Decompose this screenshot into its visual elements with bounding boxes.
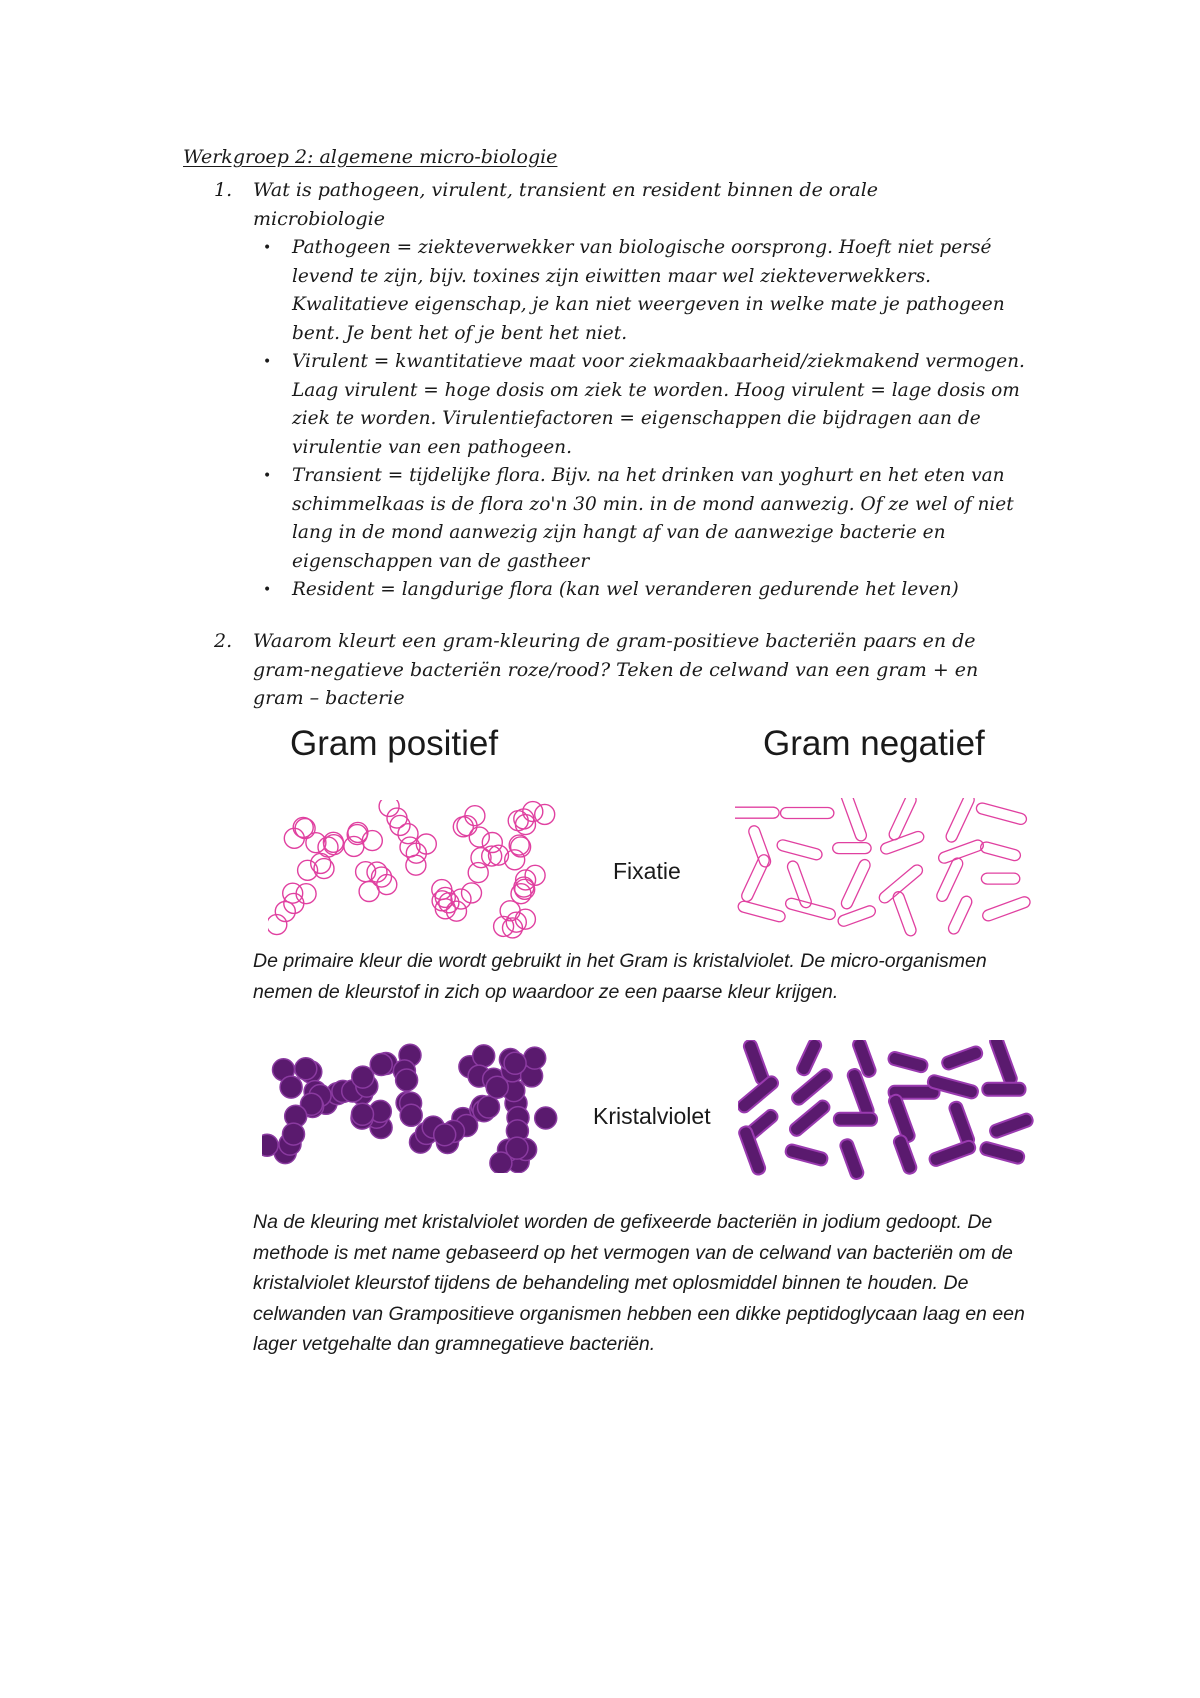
bacillus-cell bbox=[735, 807, 779, 818]
list-item bbox=[263, 234, 1027, 348]
coccus-cell bbox=[509, 835, 529, 855]
bacillus-cell bbox=[887, 1051, 929, 1074]
bullet-icon: • bbox=[263, 468, 272, 484]
bacillus-cell bbox=[877, 863, 925, 906]
bacillus-cell bbox=[975, 802, 1027, 826]
figure-title-gram-positief: Gram positief bbox=[290, 724, 499, 763]
bacillus-cell bbox=[979, 841, 1021, 862]
list-item-text: Transient = tijdelijke flora. Bijv. na het drinken van yoghurt en het eten van schimmelkaas is de flora zo'n 30 min. in de mond aanwezig. Of ze wel of niet lang in de mond aanwezig zijn hangt af van de aanwezige bacterie en eigenschappen van de gastheer bbox=[292, 465, 1014, 572]
list-item bbox=[263, 462, 1027, 576]
coccus-cell bbox=[377, 875, 397, 895]
list-item-text: Virulent = kwantitatieve maat voor ziekmaakbaarheid/ziekmakend vermogen. Laag virulent = hoge dosis om ziek te worden. Hoog virulent = lage dosis om ziek te worden. Virulentiefactoren = eigenschappen die bijdragen aan de virulentie van een pathogeen. bbox=[292, 351, 1025, 458]
gram-positive-kristalviolet-illustration bbox=[262, 1038, 572, 1173]
coccus-cell bbox=[280, 1076, 302, 1098]
paragraph-iodine-explanation: Na de kleuring met kristalviolet worden de gefixeerde bacteriën in jodium gedoopt. De methode is met name gebaseerd op het vermogen van de celwand van bacteriën om de kristalviolet kleurstof tijdens de behandeling met oplosmiddel binnen te houden. De celwanden van Grampositieve organismen hebben een dikke peptidoglycaan laag en een lager vetgehalte dan gramnegatieve bacteriën. bbox=[253, 1211, 1025, 1355]
bullet-list bbox=[263, 234, 1027, 605]
bacillus-cell bbox=[982, 1083, 1025, 1096]
bacillus-cell bbox=[740, 853, 771, 903]
bullet-icon: • bbox=[263, 354, 272, 370]
bacillus-cell bbox=[892, 890, 918, 937]
bacillus-cell bbox=[788, 1098, 832, 1138]
coccus-cell bbox=[396, 1069, 418, 1091]
bacillus-cell bbox=[833, 843, 871, 854]
question-number: 1. bbox=[214, 179, 233, 201]
label-fixatie: Fixatie bbox=[613, 858, 681, 884]
question-number: 2. bbox=[214, 630, 233, 652]
coccus-cell bbox=[359, 882, 379, 902]
paragraph-primary-stain: De primaire kleur die wordt gebruikt in het Gram is kristalviolet. De micro-organismen nemen de kleurstof in zich op waardoor ze een paarse kleur krijgen. bbox=[253, 950, 987, 1003]
coccus-cell bbox=[348, 822, 368, 842]
question-text: Wat is pathogeen, virulent, transient en resident binnen de orale microbiologie bbox=[253, 179, 879, 230]
coccus-cell bbox=[387, 808, 407, 828]
bacillus-cell bbox=[879, 830, 925, 856]
bacillus-cell bbox=[840, 858, 872, 911]
question-2 bbox=[214, 627, 1023, 713]
coccus-cell bbox=[406, 855, 426, 875]
coccus-cell bbox=[352, 1066, 374, 1088]
figure-title-gram-negatief: Gram negatief bbox=[763, 724, 985, 763]
bacillus-cell bbox=[834, 1113, 877, 1126]
bacillus-cell bbox=[928, 1139, 977, 1167]
bacillus-cell bbox=[781, 808, 834, 819]
bacillus-cell bbox=[940, 1045, 983, 1071]
coccus-cell bbox=[295, 1058, 317, 1080]
bacillus-cell bbox=[937, 838, 985, 864]
label-kristalviolet: Kristalviolet bbox=[593, 1103, 711, 1129]
page-title: Werkgroep 2: algemene micro-biologie bbox=[183, 146, 558, 168]
coccus-cell bbox=[478, 1096, 500, 1118]
coccus-cell bbox=[344, 836, 364, 856]
bacillus-cell bbox=[790, 1067, 835, 1107]
coccus-cell bbox=[504, 1052, 526, 1074]
question-text: Waarom kleurt een gram-kleuring de gram-positieve bacteriën paars en de gram-negatieve bacteriën roze/rood? Teken de celwand van een gram + en gram – bacterie bbox=[253, 630, 979, 709]
bullet-icon: • bbox=[263, 582, 272, 598]
bacillus-cell bbox=[979, 1141, 1025, 1165]
bacillus-cell bbox=[988, 1112, 1034, 1139]
list-item bbox=[263, 576, 1027, 605]
coccus-cell bbox=[370, 1054, 392, 1076]
bacillus-cell bbox=[887, 798, 918, 842]
bacillus-cell bbox=[944, 798, 976, 844]
bacillus-cell bbox=[947, 894, 974, 935]
bacillus-cell bbox=[935, 856, 965, 903]
list-item-text: Pathogeen = ziekteverwekker van biologische oorsprong. Hoeft niet persé levend te zijn, bijv. toxines zijn eiwitten maar wel ziekteverwekkers. Kwalitatieve eigenschap, je kan niet weergeven in welke mate je pathogeen bent. Je bent het of je bent het niet. bbox=[292, 237, 1005, 344]
bacillus-cell bbox=[840, 798, 869, 843]
bacillus-cell bbox=[737, 900, 786, 923]
coccus-cell bbox=[514, 877, 534, 897]
coccus-cell bbox=[468, 863, 488, 883]
coccus-cell bbox=[434, 1124, 456, 1146]
question-1 bbox=[214, 176, 933, 233]
bacillus-cell bbox=[784, 1143, 828, 1167]
coccus-cell bbox=[473, 1045, 495, 1067]
coccus-cell bbox=[262, 1134, 278, 1156]
coccus-cell bbox=[524, 1047, 546, 1069]
gram-positive-fixatie-illustration bbox=[268, 800, 578, 940]
gram-negative-fixatie-illustration bbox=[735, 798, 1045, 938]
coccus-cell bbox=[296, 884, 316, 904]
coccus-cell bbox=[535, 1107, 557, 1129]
coccus-cell bbox=[469, 827, 489, 847]
bacillus-cell bbox=[981, 873, 1019, 884]
coccus-cell bbox=[367, 862, 387, 882]
bacillus-cell bbox=[988, 1040, 1018, 1087]
list-item bbox=[263, 348, 1027, 462]
coccus-cell bbox=[283, 1123, 305, 1145]
coccus-cell bbox=[535, 804, 555, 824]
bacillus-cell bbox=[776, 839, 823, 862]
gram-negative-kristalviolet-illustration bbox=[738, 1040, 1053, 1180]
coccus-cell bbox=[400, 1104, 422, 1126]
coccus-cell bbox=[352, 1103, 374, 1125]
coccus-cell bbox=[435, 899, 455, 919]
bacillus-cell bbox=[839, 1138, 865, 1180]
bacillus-cell bbox=[786, 860, 813, 910]
coccus-cell bbox=[490, 1152, 512, 1173]
bacillus-cell bbox=[981, 895, 1031, 922]
bullet-icon: • bbox=[263, 240, 272, 256]
list-item-text: Resident = langdurige flora (kan wel veranderen gedurende het leven) bbox=[292, 579, 959, 600]
